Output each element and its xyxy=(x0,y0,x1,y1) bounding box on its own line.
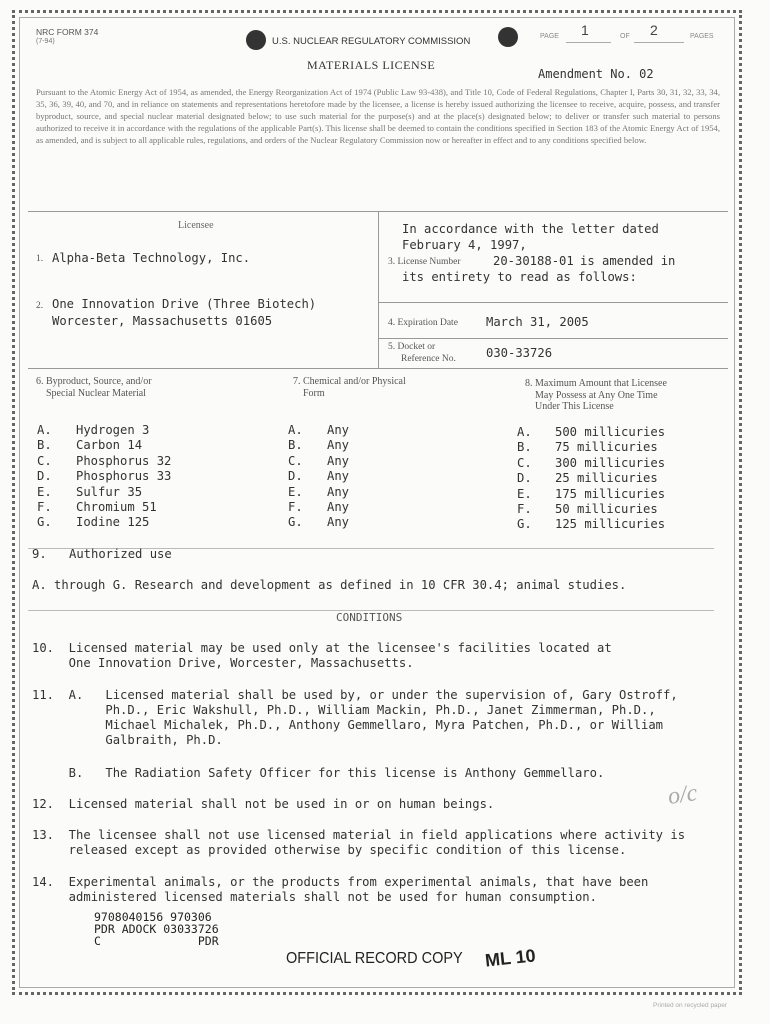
page-number-line xyxy=(566,42,611,43)
material-names: Hydrogen 3 Carbon 14 Phosphorus 32 Phosphorus 33 Sulfur 35 Chromium 51 Iodine 125 xyxy=(76,423,172,530)
docket-label-line1: 5. Docket or xyxy=(388,342,436,352)
license-number: 20-30188-01 xyxy=(493,254,574,268)
punch-hole-left xyxy=(246,30,266,50)
conditions-heading: CONDITIONS xyxy=(336,611,403,624)
licensee-address-line1: One Innovation Drive (Three Biotech) xyxy=(52,297,317,311)
licensee-box-bottom xyxy=(28,368,728,369)
form-date: (7-94) xyxy=(36,38,55,45)
ml-mark: ML 10 xyxy=(484,945,537,971)
material-forms: Any Any Any Any Any Any Any xyxy=(327,423,350,530)
amended-text: is amended in xyxy=(580,254,676,268)
licensee-box-divider xyxy=(378,211,379,368)
form-letters: A. B. C. D. E. F. G. xyxy=(288,423,303,530)
page-label: PAGE xyxy=(540,33,559,40)
material-amounts: 500 millicuries 75 millicuries 300 millicuries 25 millicuries 175 millicuries 50 millicuries 125 millicuries xyxy=(555,425,666,532)
item-2-number: 2. xyxy=(36,301,44,311)
docket-row-top xyxy=(378,338,728,339)
item-1-number: 1. xyxy=(36,254,44,264)
entirety-text: its entirety to read as follows: xyxy=(402,270,637,284)
stamp-line1: 9708040156 970306 xyxy=(94,910,212,924)
licensee-address-line2: Worcester, Massachusetts 01605 xyxy=(52,314,273,328)
stamp-line3: C PDR xyxy=(94,934,219,948)
form-name: NRC FORM 374 xyxy=(36,27,99,37)
amendment-number: Amendment No. 02 xyxy=(538,67,654,81)
authorized-use-heading: Authorized use xyxy=(69,547,172,561)
authorized-use-text: A. through G. Research and development as defined in 10 CFR 30.4; animal studies. xyxy=(32,578,627,592)
docket-number: 030-33726 xyxy=(486,346,553,360)
letter-dated-line2: February 4, 1997, xyxy=(402,238,527,252)
page-number: 1 xyxy=(581,22,589,38)
authorized-use-number: 9. xyxy=(32,547,47,561)
condition-11a: 11. A. Licensed material shall be used by, or under the supervision of, Gary Ostroff, Ph.D., Eric Wakshull, Ph.D., William Mackin, Ph.D., Janet Zimmerman, Ph.D., Michael Michalek, Ph.D., Anthony Gemmellaro, Myra Patchen, Ph.D., or William Galbraith, Ph.D. xyxy=(32,688,678,747)
official-record-copy: OFFICIAL RECORD COPY xyxy=(286,950,463,968)
condition-11b: B. The Radiation Safety Officer for this license is Anthony Gemmellaro. xyxy=(32,766,605,780)
of-label: OF xyxy=(620,33,630,40)
stamp-line2: PDR ADOCK 03033726 xyxy=(94,922,219,936)
pages-label: PAGES xyxy=(690,33,714,40)
document-title: MATERIALS LICENSE xyxy=(307,58,436,72)
condition-13: 13. The licensee shall not use licensed material in field applications where activity is released except as provided otherwise by specific condition of this license. xyxy=(32,828,686,857)
docket-label-line2: Reference No. xyxy=(401,354,456,364)
expiration-label: 4. Expiration Date xyxy=(388,318,458,328)
punch-hole-right xyxy=(498,27,518,47)
expiration-date: March 31, 2005 xyxy=(486,315,589,329)
license-number-label: 3. License Number xyxy=(388,257,461,267)
amount-letters: A. B. C. D. E. F. G. xyxy=(517,425,532,532)
expiration-row-top xyxy=(378,302,728,303)
licensee-name: Alpha-Beta Technology, Inc. xyxy=(52,251,251,265)
recycled-paper-note: Printed on recycled paper xyxy=(653,1002,728,1009)
letter-dated-line1: In accordance with the letter dated xyxy=(402,222,659,236)
column-6-heading: 6. Byproduct, Source, and/or Special Nuclear Material xyxy=(36,376,152,399)
condition-12: 12. Licensed material shall not be used in or on human beings. xyxy=(32,797,495,811)
page-total-line xyxy=(634,42,684,43)
column-8-heading: 8. Maximum Amount that Licensee May Possess at Any One Time Under This License xyxy=(525,378,667,412)
licensee-heading: Licensee xyxy=(178,220,214,231)
agency-name: U.S. NUCLEAR REGULATORY COMMISSION xyxy=(272,36,471,47)
column-7-heading: 7. Chemical and/or Physical Form xyxy=(293,376,406,399)
handwritten-initials: o/c xyxy=(666,780,699,810)
preamble-text: Pursuant to the Atomic Energy Act of 1954, as amended, the Energy Reorganization Act of 1974 (Public Law 93-438), and Title 10, Code of Federal Regulations, Chapter I, Parts 30, 31, 32, 33, 34, 35, 36, 39, 40, and 70, and in reliance on statements and representations heretofore made by the licensee, a license is hereby issued authorizing the licensee to receive, acquire, possess, and transfer byproduct, source, and special nuclear material designated below; to use such material for the purpose(s) and at the place(s) designated below; to deliver or transfer such material to persons authorized to receive it in accordance with the regulations of the applicable Part(s). This license shall be deemed to contain the conditions specified in Section 183 of the Atomic Energy Act of 1954, as amended, and is subject to all applicable rules, regulations, and orders of the Nuclear Regulatory Commission now or hereafter in effect and to any conditions specified below. xyxy=(36,87,720,146)
material-letters: A. B. C. D. E. F. G. xyxy=(37,423,52,530)
condition-10: 10. Licensed material may be used only at the licensee's facilities located at One Innovation Drive, Worcester, Massachusetts. xyxy=(32,641,612,670)
condition-14: 14. Experimental animals, or the products from experimental animals, that have been administered licensed materials shall not be used for human consumption. xyxy=(32,875,649,904)
page-total: 2 xyxy=(650,22,658,38)
